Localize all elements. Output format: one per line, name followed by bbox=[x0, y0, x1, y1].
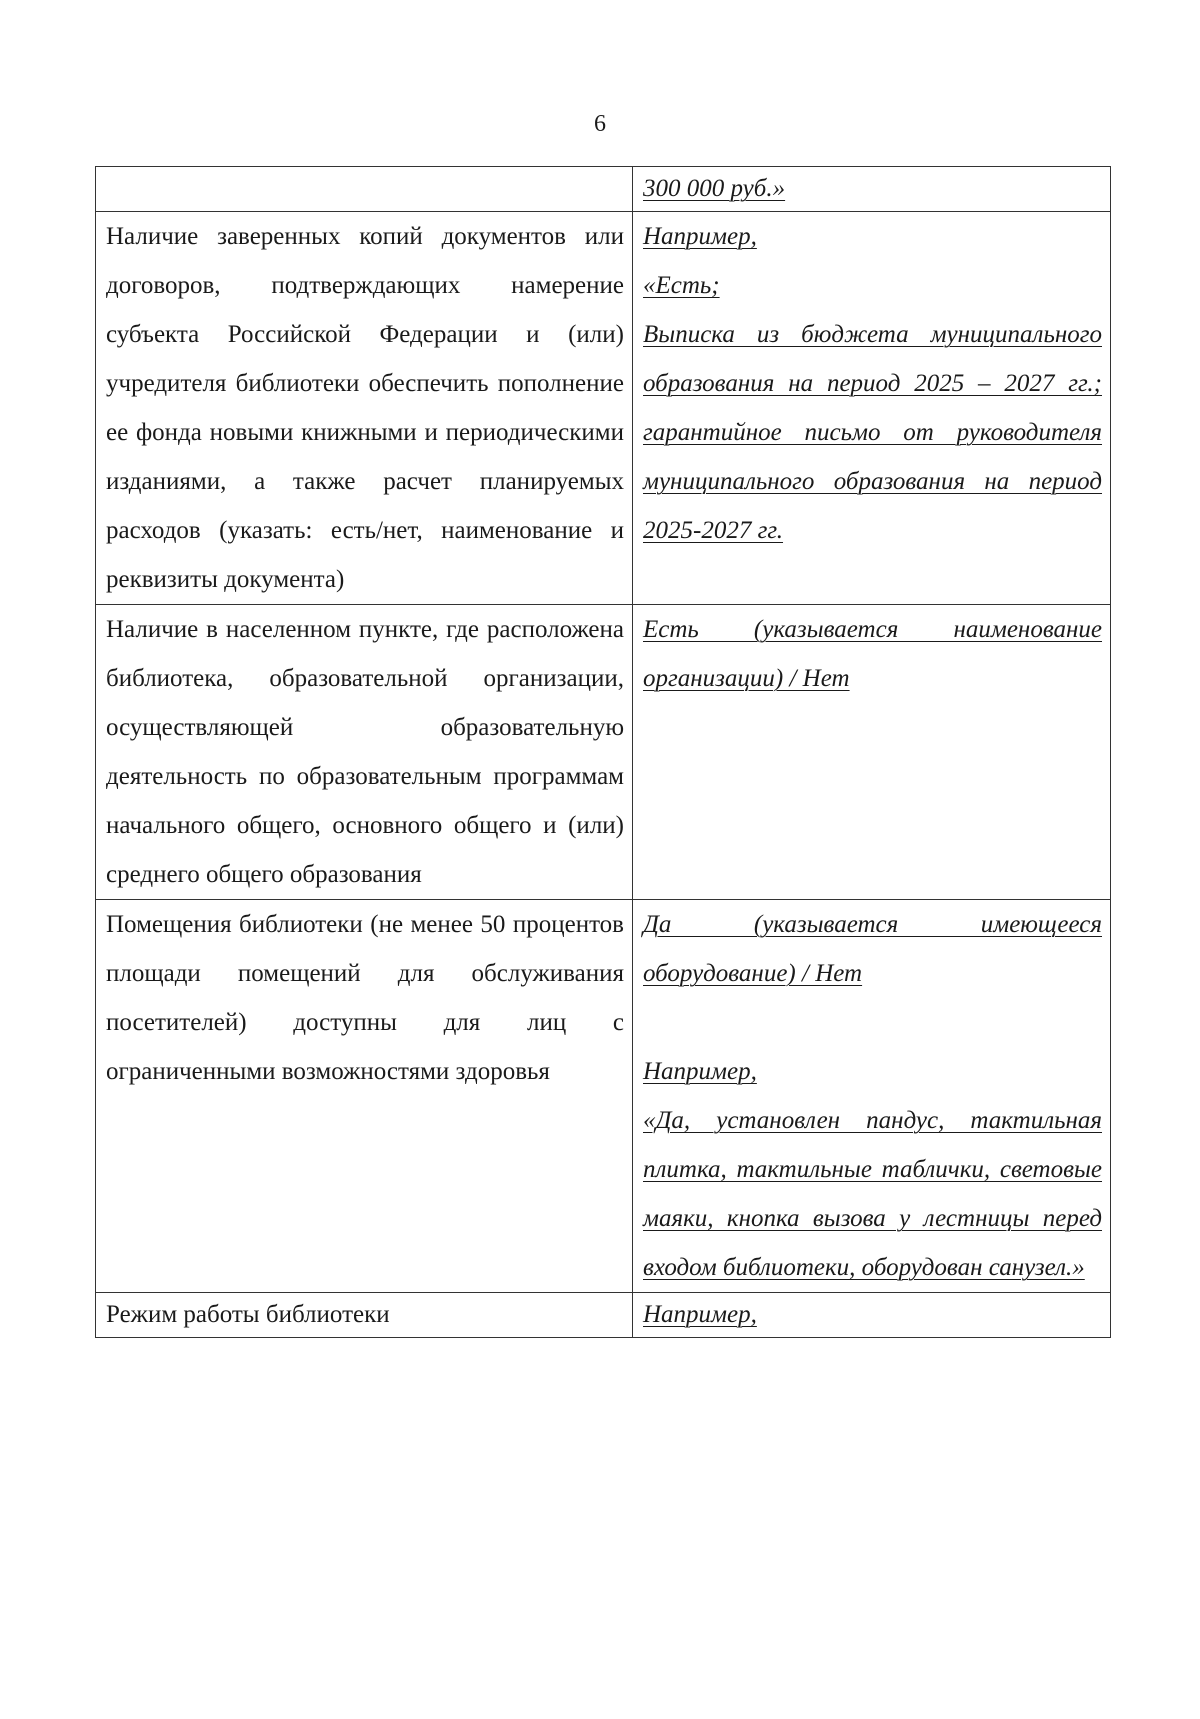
example-text: «Есть; bbox=[643, 272, 720, 299]
example-cell bbox=[633, 167, 1111, 212]
example-text: «Да, установлен пандус, тактильная плитка, тактильные таблички, световые маяки, кнопка вызова у лестницы перед входом библиотеки, оборудован санузел.» bbox=[643, 1107, 1102, 1281]
example-text: 300 000 руб.» bbox=[643, 175, 786, 202]
table-row bbox=[96, 167, 1111, 212]
criterion-cell bbox=[96, 900, 633, 1293]
example-cell bbox=[633, 900, 1111, 1293]
criterion-text: Наличие в населенном пункте, где расположена библиотека, образовательной организации, осуществляющей образовательную деятельность по образовательным программам начального общего, основного общего и (или) среднего общего образования bbox=[106, 616, 624, 888]
criterion-text: Наличие заверенных копий документов или договоров, подтверждающих намерение субъекта Российской Федерации и (или) учредителя библиотеки обеспечить пополнение ее фонда новыми книжными и периодическими изданиями, а также расчет планируемых расходов (указать: есть/нет, наименование и реквизиты документа) bbox=[106, 223, 624, 593]
spacer bbox=[643, 998, 1102, 1047]
table-row bbox=[96, 900, 1111, 1293]
example-label: Например, bbox=[643, 1058, 757, 1085]
criterion-cell bbox=[96, 212, 633, 605]
example-cell bbox=[633, 1293, 1111, 1338]
example-text: Есть (указывается наименование организации) / Нет bbox=[643, 616, 1102, 692]
page-number: 6 bbox=[594, 111, 606, 137]
criterion-cell bbox=[96, 1293, 633, 1338]
example-text: Выписка из бюджета муниципального образования на период 2025 – 2027 гг.; гарантийное письмо от руководителя муниципального образования на период 2025-2027 гг. bbox=[643, 321, 1102, 544]
table-row bbox=[96, 605, 1111, 900]
example-label: Например, bbox=[643, 1301, 757, 1328]
example-cell bbox=[633, 605, 1111, 900]
example-text: Да (указывается имеющееся оборудование) / Нет bbox=[643, 911, 1102, 987]
criteria-table bbox=[95, 166, 1111, 1338]
criterion-cell bbox=[96, 167, 633, 212]
example-cell bbox=[633, 212, 1111, 605]
table-row bbox=[96, 212, 1111, 605]
example-label: Например, bbox=[643, 223, 757, 250]
criterion-text: Помещения библиотеки (не менее 50 процентов площади помещений для обслуживания посетителей) доступны для лиц с ограниченными возможностями здоровья bbox=[106, 911, 624, 1085]
criterion-cell bbox=[96, 605, 633, 900]
table-row bbox=[96, 1293, 1111, 1338]
criterion-text: Режим работы библиотеки bbox=[106, 1301, 390, 1328]
